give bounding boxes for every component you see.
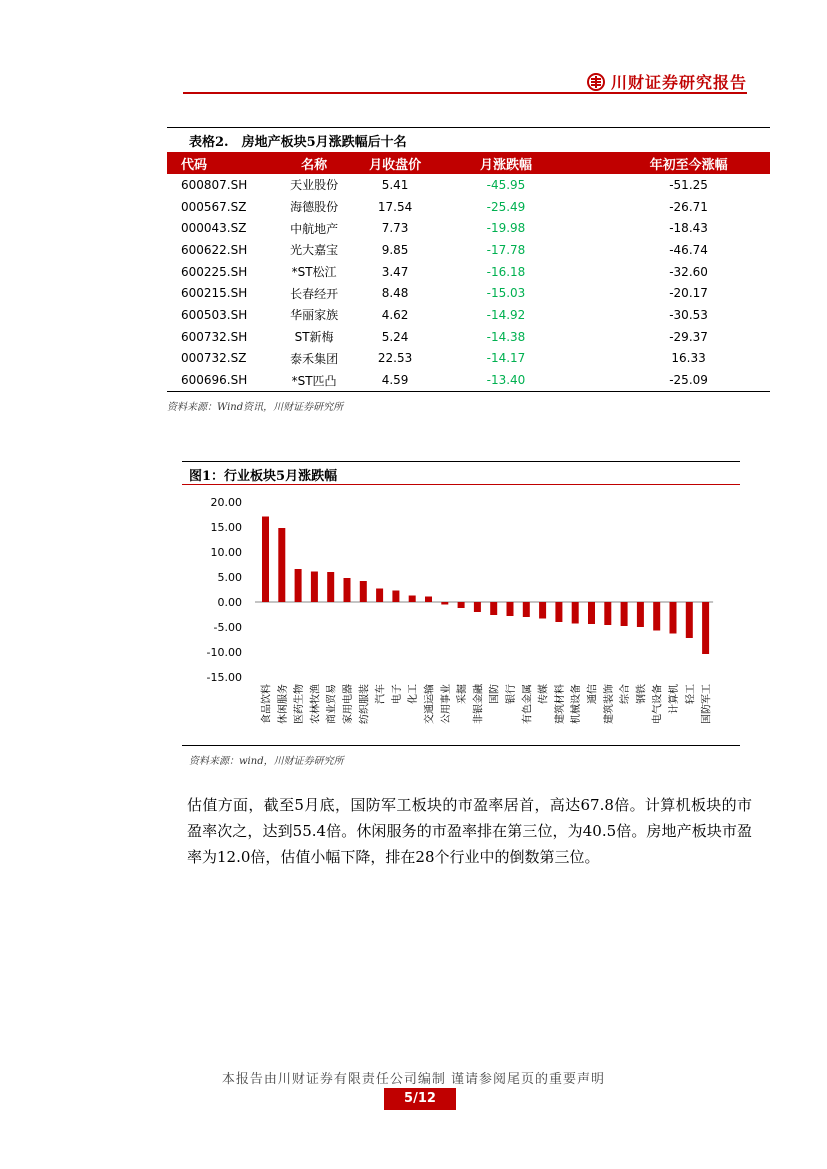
cell-close: 17.54 [377,199,413,214]
cell-monthly-change: -25.49 [486,199,526,214]
bar-14 [474,602,481,612]
table-source-note: 资料来源：Wind资讯，川财证券研究所 [167,402,344,413]
y-tick-label: 15.00 [210,521,242,534]
table-row [167,217,770,239]
cell-name: 天业股份 [290,178,339,193]
cell-ytd-change: -51.25 [669,177,708,192]
bottom-ten-table [167,152,770,392]
bar-24 [637,602,644,627]
bar-11 [425,597,432,603]
bar-8 [376,589,383,603]
header-divider [183,92,747,94]
bar-12 [441,602,448,605]
bar-13 [458,602,465,608]
category-label: 休闲服务 [277,684,289,724]
y-tick-label: 0.00 [217,596,242,609]
y-tick-label: -15.00 [206,671,242,684]
category-label: 农林牧渔 [310,684,322,724]
category-label: 纺织服装 [359,684,371,724]
cell-monthly-change: -15.03 [486,286,526,301]
y-tick-label: 10.00 [210,546,242,559]
bar-1 [262,517,269,603]
category-label: 公用事业 [440,684,452,724]
table-row [167,261,770,283]
cell-code: 000732.SZ [181,351,247,366]
cell-name: 海德股份 [290,200,339,215]
table-header-row [167,152,770,174]
cell-close: 8.48 [381,286,409,301]
category-label: 银行 [506,684,517,704]
cell-name: 泰禾集团 [290,351,339,366]
cell-name: 长春经开 [290,286,339,301]
sector-table-section [167,127,770,392]
cell-name: 华丽家族 [290,308,339,323]
bar-9 [392,591,399,603]
category-label: 非银金融 [473,684,485,724]
table-row [167,304,770,326]
table-row [167,239,770,261]
category-label: 交通运输 [424,684,436,724]
cell-ytd-change: -18.43 [669,221,708,236]
table-row [167,174,770,196]
bar-16 [507,602,514,616]
cell-close: 5.24 [381,329,409,344]
cell-close: 4.59 [355,369,434,391]
bar-26 [670,602,677,634]
category-label: 国防军工 [701,684,713,724]
table-row [167,196,770,218]
bar-10 [409,596,416,603]
bar-21 [588,602,595,624]
cell-ytd-change: -26.71 [669,199,708,214]
bar-25 [653,602,660,631]
category-label: 通信 [587,684,599,704]
category-label: 钢铁 [636,684,648,704]
valuation-paragraph: 估值方面，截至5月底，国防军工板块的市盈率居首，高达67.8倍。计算机板块的市盈率次之，达到55.4倍。休闲服务的市盈率排在第三位，为40.5倍。房地产板块市盈率为12.0倍，估值小幅下降，排在28个行业中的倒数第三位。 [187,796,752,866]
cell-ytd-change: -30.53 [669,307,708,322]
category-label: 建筑装饰 [603,684,615,724]
header-monthly-change: 月涨跌幅 [479,157,532,173]
bar-27 [686,602,693,638]
category-label: 医药生物 [294,684,306,724]
cell-code: 600225.SH [181,264,248,279]
cell-close: 4.62 [381,307,409,322]
bar-17 [523,602,530,617]
cell-name: 中航地产 [290,221,339,236]
brand-logo-icon [587,73,605,91]
cell-code: 000567.SZ [181,199,247,214]
bar-7 [360,581,367,602]
category-label: 计算机 [669,684,680,714]
cell-ytd-change: -20.17 [669,286,708,301]
category-label: 家用电器 [343,684,354,724]
category-label: 传媒 [538,684,550,704]
header-name: 名称 [301,157,328,173]
category-label: 综合 [620,684,632,704]
header-code: 代码 [181,157,208,173]
cell-close: 7.73 [381,221,409,236]
bar-2 [278,528,285,602]
category-label: 电气设备 [652,684,664,724]
cell-monthly-change: -17.78 [486,242,526,257]
y-tick-label: 5.00 [217,571,242,584]
cell-code: 600503.SH [181,307,248,322]
header-close: 月收盘价 [369,157,422,173]
bar-22 [604,602,611,625]
bar-19 [555,602,562,622]
category-label: 有色金属 [522,684,534,724]
category-label: 机械设备 [571,684,583,724]
cell-monthly-change: -14.38 [486,329,526,344]
cell-monthly-change: -14.17 [486,351,526,366]
cell-code: 600732.SH [181,329,248,344]
bar-20 [572,602,579,624]
cell-monthly-change: -13.40 [435,369,577,391]
bar-23 [621,602,628,626]
category-label: 汽车 [375,684,387,704]
industry-chart-section [182,461,740,746]
report-brand [587,70,747,93]
industry-bar-chart [182,462,740,745]
cell-ytd-change: -32.60 [669,264,708,279]
category-label: 食品饮料 [261,684,273,724]
cell-monthly-change: -16.18 [486,264,526,279]
chart-source-note: 资料来源：wind，川财证券研究所 [189,756,344,767]
cell-name: ST新梅 [294,330,334,345]
bar-3 [295,569,302,602]
cell-name: *ST松江 [291,265,337,280]
cell-ytd-change: -25.09 [577,369,770,391]
y-tick-label: -5.00 [213,621,242,634]
bar-4 [311,572,318,603]
table-row [167,326,770,348]
cell-monthly-change: -14.92 [486,307,526,322]
category-label: 建筑材料 [554,684,566,724]
page-number: 5/12 [384,1088,456,1110]
y-tick-label: 20.00 [210,496,242,509]
footer-disclaimer: 本报告由川财证券有限责任公司编制 谨请参阅尾页的重要声明 [221,1072,606,1087]
header-ytd-change: 年初至今涨幅 [649,157,728,173]
cell-monthly-change: -19.98 [486,221,526,236]
y-tick-label: -10.00 [206,646,242,659]
table-title: 表格2. 房地产板块5月涨跌幅后十名 [167,127,770,152]
cell-name: *ST匹凸 [273,369,355,391]
bar-6 [344,578,351,602]
category-label: 采掘 [457,684,469,704]
cell-ytd-change: -46.74 [669,242,708,257]
cell-ytd-change: -29.37 [669,329,708,344]
category-label: 电子 [391,684,403,704]
category-label: 化工 [408,684,420,704]
table-row [167,348,770,370]
cell-close: 9.85 [381,242,409,257]
bar-18 [539,602,546,619]
bar-15 [490,602,497,615]
brand-text: 川财证券研究报告 [610,73,747,92]
cell-ytd-change: 16.33 [671,351,706,366]
category-label: 商业贸易 [326,684,338,724]
cell-code: 600696.SH [167,369,273,391]
cell-code: 600807.SH [181,177,248,192]
chart-title: 图1：行业板块5月涨跌幅 [189,469,338,484]
table-row [167,282,770,304]
cell-code: 000043.SZ [181,221,247,236]
category-label: 国防 [489,684,501,704]
cell-close: 5.41 [381,177,409,192]
cell-close: 22.53 [377,351,413,366]
table-row [167,369,770,391]
cell-code: 600622.SH [181,242,248,257]
cell-close: 3.47 [381,264,409,279]
category-label: 轻工 [685,684,697,704]
cell-monthly-change: -45.95 [486,177,526,192]
bar-5 [327,572,334,602]
cell-code: 600215.SH [181,286,248,301]
cell-name: 光大嘉宝 [290,243,339,258]
bar-28 [702,602,709,654]
